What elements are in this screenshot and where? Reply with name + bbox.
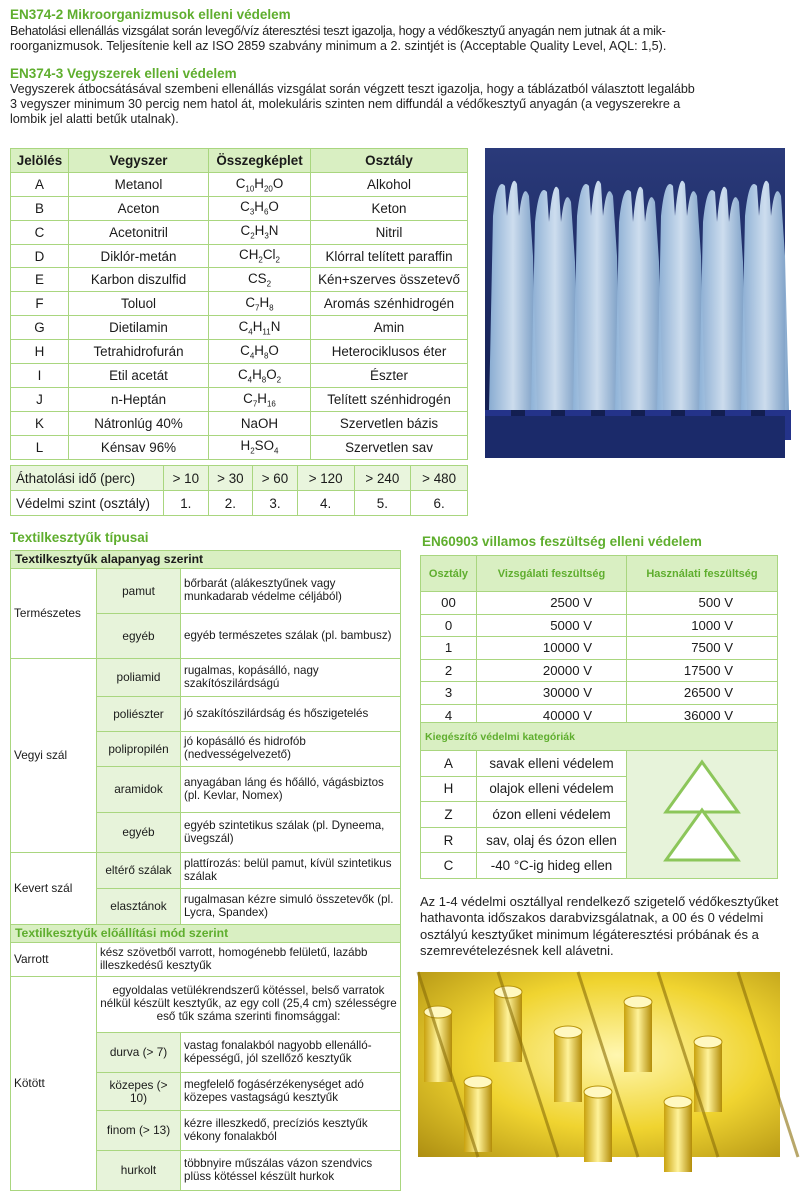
formula-subscript: 3 xyxy=(249,208,255,218)
formula-subscript: 11 xyxy=(262,327,271,337)
voltage-table-body xyxy=(421,592,778,727)
chemical-code: G xyxy=(11,316,69,340)
glove-shape xyxy=(615,187,663,410)
protection-level-value: 2. xyxy=(208,491,253,516)
chemical-row xyxy=(11,172,468,196)
method-knitted-intro: egyoldalas vetülékrendszerű kötéssel, belső varratok nélkül készült kesztyűk, az egy coll (25,4 cm) szélességre eső tűk száma szerinti finomsággal: xyxy=(97,977,401,1033)
breakthrough-time-value: > 60 xyxy=(253,466,298,491)
formula-subscript: 4 xyxy=(247,375,253,385)
chemical-name: Aceton xyxy=(69,196,209,220)
chemical-formula xyxy=(209,340,311,364)
glove-shape xyxy=(531,187,579,410)
formula-subscript: 7 xyxy=(255,303,260,313)
voltage-table xyxy=(420,555,778,727)
col-header-voltage-class: Osztály xyxy=(421,556,477,592)
yellow-cylinder xyxy=(424,1006,452,1082)
en374-3-title: EN374-3 Vegyszerek elleni védelem xyxy=(10,66,237,81)
textile-by-method-header: Textilkesztyűk előállítási mód szerint xyxy=(11,925,401,943)
formula-subscript: 20 xyxy=(263,184,273,194)
breakthrough-time-value: > 120 xyxy=(297,466,354,491)
en374-3-text-line-3: lombik jel alatti betűk utalnak). xyxy=(10,112,179,126)
formula-subscript: 8 xyxy=(269,303,274,313)
test-voltage: 5000 V xyxy=(477,614,627,637)
chemical-code: C xyxy=(11,220,69,244)
chemical-row xyxy=(11,220,468,244)
material-different-fibers-desc: plattírozás: belül pamut, kívül szintetikus szálak xyxy=(181,853,401,889)
formula-subscript: 2 xyxy=(276,375,282,385)
glove-shape xyxy=(741,181,789,410)
test-voltage: 30000 V xyxy=(477,682,627,705)
en374-2-title: EN374-2 Mikroorganizmusok elleni védelem xyxy=(10,7,291,22)
chemical-formula xyxy=(209,364,311,388)
formula-element: C xyxy=(240,199,250,215)
col-header-chemical: Vegyszer xyxy=(69,149,209,173)
voltage-class: 4 xyxy=(421,704,477,727)
chemical-formula xyxy=(209,196,311,220)
chemical-code: E xyxy=(11,268,69,292)
category-chemical-fiber: Vegyi szál xyxy=(11,659,97,853)
formula-subscript: 2 xyxy=(266,279,272,289)
chemical-table-body xyxy=(11,172,468,459)
extra-category-desc: sav, olaj és ózon ellen xyxy=(477,827,627,853)
material-pamut: pamut xyxy=(97,569,181,614)
formula-element: O xyxy=(272,175,284,191)
chemical-formula xyxy=(209,268,311,292)
use-voltage: 36000 V xyxy=(627,704,778,727)
material-poliester: poliészter xyxy=(97,697,181,732)
textile-table xyxy=(10,550,401,1191)
extra-category-code: A xyxy=(421,751,477,777)
en374-2-text-line-1: Behatolási ellenállás vizsgálat során levegő/víz áteresztési teszt igazolja, hogy a védőkesztyű anyagán nem jutnak át a mik- xyxy=(10,24,666,38)
yellow-machine-illustration xyxy=(418,972,780,1157)
formula-element: Cl xyxy=(262,247,276,263)
yellow-cylinder xyxy=(464,1076,492,1152)
knit-looped: hurkolt xyxy=(97,1151,181,1191)
chemical-class: Kén+szerves összetevő xyxy=(311,268,468,292)
chemical-code: K xyxy=(11,411,69,435)
col-header-code: Jelölés xyxy=(11,149,69,173)
category-natural: Természetes xyxy=(11,569,97,659)
formula-element: C xyxy=(245,294,256,310)
chemical-name: Dietilamin xyxy=(69,316,209,340)
formula-element: H xyxy=(254,199,264,215)
breakthrough-time-value: > 240 xyxy=(354,466,411,491)
double-triangle-arrow-icon xyxy=(627,751,778,879)
protection-level-label: Védelmi szint (osztály) xyxy=(11,491,164,516)
formula-element: H xyxy=(257,390,267,406)
yellow-cylinder xyxy=(624,996,652,1072)
chemical-class: Keton xyxy=(311,196,468,220)
use-voltage: 26500 V xyxy=(627,682,778,705)
breakthrough-time-value: > 480 xyxy=(411,466,468,491)
col-header-class: Osztály xyxy=(311,149,468,173)
chemical-name: Kénsav 96% xyxy=(69,435,209,459)
formula-element: N xyxy=(270,318,281,334)
formula-element: H xyxy=(252,318,263,334)
method-knitted: Kötött xyxy=(11,977,97,1191)
formula-element: H xyxy=(252,366,262,382)
chemical-row xyxy=(11,244,468,268)
test-voltage: 40000 V xyxy=(477,704,627,727)
chemical-name: Diklór-metán xyxy=(69,244,209,268)
chemical-class: Nitril xyxy=(311,220,468,244)
chemical-name: n-Heptán xyxy=(69,387,209,411)
formula-element: O xyxy=(266,366,277,382)
extra-category-code: H xyxy=(421,776,477,802)
chemical-name: Toluol xyxy=(69,292,209,316)
formula-subscript: 2 xyxy=(250,446,255,456)
test-voltage: 20000 V xyxy=(477,659,627,682)
formula-element: H xyxy=(254,175,264,191)
breakthrough-table xyxy=(10,465,468,516)
formula-subscript: 3 xyxy=(264,231,269,241)
chemical-class: Észter xyxy=(311,364,468,388)
chemical-formula xyxy=(209,435,311,459)
chemical-name: Acetonitril xyxy=(69,220,209,244)
voltage-class: 1 xyxy=(421,637,477,660)
material-poliamid: poliamid xyxy=(97,659,181,697)
chemical-row xyxy=(11,268,468,292)
formula-subscript: 2 xyxy=(275,255,280,265)
extra-categories-header: Kiegészítő védelmi kategóriák xyxy=(421,723,778,751)
material-aramid: aramidok xyxy=(97,767,181,813)
chemical-formula xyxy=(209,172,311,196)
use-voltage: 7500 V xyxy=(627,637,778,660)
voltage-row xyxy=(421,614,778,637)
chemical-class: Alkohol xyxy=(311,172,468,196)
voltage-row xyxy=(421,659,778,682)
yellow-cylinder xyxy=(664,1096,692,1172)
en374-3-text-line-1: Vegyszerek átbocsátásával szembeni ellenállás vizsgálat során végzett teszt igazolja, hogy a táblázatból választott legalább xyxy=(10,82,695,96)
chemical-code: I xyxy=(11,364,69,388)
formula-subscript: 4 xyxy=(249,351,255,361)
glove-shape xyxy=(573,181,621,410)
chemical-row xyxy=(11,292,468,316)
method-sewn: Varrott xyxy=(11,943,97,977)
material-poliamid-desc: rugalmas, kopásálló, nagy szakítószilárdságú xyxy=(181,659,401,697)
chemical-row xyxy=(11,364,468,388)
test-voltage: 10000 V xyxy=(477,637,627,660)
chemical-class: Szervetlen bázis xyxy=(311,411,468,435)
material-polipropilen: polipropilén xyxy=(97,732,181,767)
extra-category-desc: -40 °C-ig hideg ellen xyxy=(477,853,627,879)
voltage-class: 0 xyxy=(421,614,477,637)
formula-element: H xyxy=(259,294,270,310)
protection-level-value: 4. xyxy=(297,491,354,516)
yellow-cylinder xyxy=(584,1086,612,1162)
chemical-code: A xyxy=(11,172,69,196)
knit-coarse: durva (> 7) xyxy=(97,1033,181,1073)
material-elastan: elasztánok xyxy=(97,889,181,925)
chemical-formula xyxy=(209,220,311,244)
protection-level-row xyxy=(11,491,468,516)
extra-category-code: C xyxy=(421,853,477,879)
chemical-code: J xyxy=(11,387,69,411)
protection-level-value: 1. xyxy=(164,491,209,516)
use-voltage: 17500 V xyxy=(627,659,778,682)
breakthrough-time-label: Áthatolási idő (perc) xyxy=(11,466,164,491)
chemical-formula xyxy=(209,411,311,435)
material-different-fibers: eltérő szálak xyxy=(97,853,181,889)
chemical-row xyxy=(11,411,468,435)
col-header-formula: Összegképlet xyxy=(209,149,311,173)
chemical-code: L xyxy=(11,435,69,459)
voltage-class: 00 xyxy=(421,592,477,615)
chemical-class: Amin xyxy=(311,316,468,340)
protection-level-value: 6. xyxy=(411,491,468,516)
chemical-name: Metanol xyxy=(69,172,209,196)
material-poliester-desc: jó szakítószilárdság és hőszigetelés xyxy=(181,697,401,732)
material-other-synthetic-desc: egyéb szintetikus szálak (pl. Dyneema, üvegszál) xyxy=(181,813,401,853)
material-other-synthetic: egyéb xyxy=(97,813,181,853)
knit-coarse-desc: vastag fonalakból nagyobb ellenálló-képességű, jól szellőző kesztyűk xyxy=(181,1033,401,1073)
chemical-code: H xyxy=(11,340,69,364)
glove-shape xyxy=(699,187,747,410)
formula-subscript: 10 xyxy=(245,184,255,194)
yellow-cylinder xyxy=(494,986,522,1062)
glove-shape xyxy=(489,181,537,410)
yellow-glove-machine-photo xyxy=(418,972,780,1157)
chemical-code: F xyxy=(11,292,69,316)
chemical-formula xyxy=(209,316,311,340)
formula-element: H xyxy=(240,438,251,454)
formula-element: SO xyxy=(254,438,275,454)
formula-element: CS xyxy=(247,271,267,287)
knit-fine: finom (> 13) xyxy=(97,1111,181,1151)
textile-title: Textilkesztyűk típusai xyxy=(10,530,149,545)
formula-element: C xyxy=(240,342,250,358)
chemical-name: Tetrahidrofurán xyxy=(69,340,209,364)
formula-element: C xyxy=(237,366,248,382)
chemical-table xyxy=(10,148,468,460)
extra-category-code: Z xyxy=(421,802,477,828)
chemical-row xyxy=(11,387,468,411)
voltage-row xyxy=(421,682,778,705)
extra-category-desc: ózon elleni védelem xyxy=(477,802,627,828)
en60903-title: EN60903 villamos feszültség elleni védelem xyxy=(422,534,702,549)
formula-element: H xyxy=(254,342,264,358)
category-mixed-fiber: Kevert szál xyxy=(11,853,97,925)
protection-level-value: 3. xyxy=(253,491,298,516)
voltage-row xyxy=(421,637,778,660)
extra-category-code: R xyxy=(421,827,477,853)
chemical-row xyxy=(11,435,468,459)
formula-element: C xyxy=(243,390,253,406)
use-voltage: 1000 V xyxy=(627,614,778,637)
textile-by-material-header: Textilkesztyűk alapanyag szerint xyxy=(11,551,401,569)
col-header-use-voltage: Használati feszültség xyxy=(627,556,778,592)
formula-subscript: 6 xyxy=(263,208,269,218)
col-header-test-voltage: Vizsgálati feszültség xyxy=(477,556,627,592)
breakthrough-time-value: > 30 xyxy=(208,466,253,491)
formula-element: H xyxy=(254,223,265,239)
voltage-class: 3 xyxy=(421,682,477,705)
chemical-class: Heterociklusos éter xyxy=(311,340,468,364)
voltage-row xyxy=(421,592,778,615)
chemical-formula xyxy=(209,244,311,268)
formula-element: C xyxy=(240,223,251,239)
material-pamut-desc: bőrbarát (alákesztyűnek vagy munkadarab védelme céljából) xyxy=(181,569,401,614)
material-elastan-desc: rugalmasan kézre simuló összetevők (pl. Lycra, Spandex) xyxy=(181,889,401,925)
use-voltage: 500 V xyxy=(627,592,778,615)
chemical-name: Karbon diszulfid xyxy=(69,268,209,292)
knit-medium: közepes (> 10) xyxy=(97,1073,181,1111)
en374-2-text-line-2: roorganizmusok. Teljesítenie kell az ISO 2859 szabvány minimum a 2. szintjét is (Acceptable Quality Level, AQL: 1,5). xyxy=(10,39,667,53)
formula-element: O xyxy=(268,342,279,358)
formula-element: C xyxy=(235,175,246,191)
knit-fine-desc: kézre illeszkedő, precíziós kesztyűk vékony fonalakból xyxy=(181,1111,401,1151)
formula-subscript: 4 xyxy=(274,446,279,456)
extra-category-desc: olajok elleni védelem xyxy=(477,776,627,802)
formula-element: CH xyxy=(239,247,259,263)
chemical-table-header xyxy=(11,149,468,173)
material-other-natural-desc: egyéb természetes szálak (pl. bambusz) xyxy=(181,614,401,659)
chemical-class: Aromás szénhidrogén xyxy=(311,292,468,316)
glove-forms-illustration xyxy=(485,148,785,458)
formula-subscript: 4 xyxy=(248,327,253,337)
knit-medium-desc: megfelelő fogásérzékenységet adó közepes vastagságú kesztyűk xyxy=(181,1073,401,1111)
formula-subscript: 2 xyxy=(250,231,255,241)
material-other-natural: egyéb xyxy=(97,614,181,659)
breakthrough-time-row xyxy=(11,466,468,491)
chemical-class: Klórral telített paraffin xyxy=(311,244,468,268)
extra-categories-table xyxy=(420,722,778,879)
en374-3-text-line-2: 3 vegyszer minimum 30 percig nem hatol át, molekuláris szinten nem diffundál a védőkesztyű anyagán (a vegyszerekre a xyxy=(10,97,681,111)
en60903-note: Az 1-4 védelmi osztállyal rendelkező szigetelő védőkesztyűket hathavonta időszakos darabvizsgálatnak, a 00 és 0 védelmi osztályú kesztyűket minimum légáteresztési próbának és a szemrevételezésnek kell alávetni. xyxy=(420,894,779,959)
chemical-formula xyxy=(209,387,311,411)
glove-shape xyxy=(657,181,705,410)
test-voltage: 2500 V xyxy=(477,592,627,615)
chemical-row xyxy=(11,316,468,340)
formula-element: N xyxy=(268,223,279,239)
protection-level-value: 5. xyxy=(354,491,411,516)
extra-categories-body xyxy=(421,751,778,879)
formula-subscript: 7 xyxy=(252,399,258,409)
chemical-class: Telített szénhidrogén xyxy=(311,387,468,411)
formula-element: O xyxy=(268,199,279,215)
formula-subscript: 2 xyxy=(258,255,263,265)
formula-subscript: 16 xyxy=(266,399,276,409)
breakthrough-time-value: > 10 xyxy=(164,466,209,491)
material-aramid-desc: anyagában láng és hőálló, vágásbiztos (pl. Kevlar, Nomex) xyxy=(181,767,401,813)
voltage-table-header xyxy=(421,556,778,592)
formula-subscript: 8 xyxy=(261,375,267,385)
formula-element: NaOH xyxy=(240,415,279,431)
chemical-name: Etil acetát xyxy=(69,364,209,388)
chemical-code: B xyxy=(11,196,69,220)
chemical-row xyxy=(11,196,468,220)
material-polipropilen-desc: jó kopásálló és hidrofób (nedvességelvezető) xyxy=(181,732,401,767)
yellow-cylinder xyxy=(554,1026,582,1102)
chemical-class: Szervetlen sav xyxy=(311,435,468,459)
chemical-name: Nátronlúg 40% xyxy=(69,411,209,435)
chemical-row xyxy=(11,340,468,364)
chemical-formula xyxy=(209,292,311,316)
formula-subscript: 8 xyxy=(263,351,269,361)
formula-element: C xyxy=(238,318,249,334)
glove-forms-photo xyxy=(485,148,785,458)
chemical-code: D xyxy=(11,244,69,268)
knit-looped-desc: többnyire műszálas vázon szendvics plüss kötéssel készült hurkok xyxy=(181,1151,401,1191)
extra-category-row xyxy=(421,751,778,777)
extra-category-desc: savak elleni védelem xyxy=(477,751,627,777)
voltage-class: 2 xyxy=(421,659,477,682)
method-sewn-desc: kész szövetből varrott, homogénebb felületű, lazább illeszkedésű kesztyűk xyxy=(97,943,401,977)
